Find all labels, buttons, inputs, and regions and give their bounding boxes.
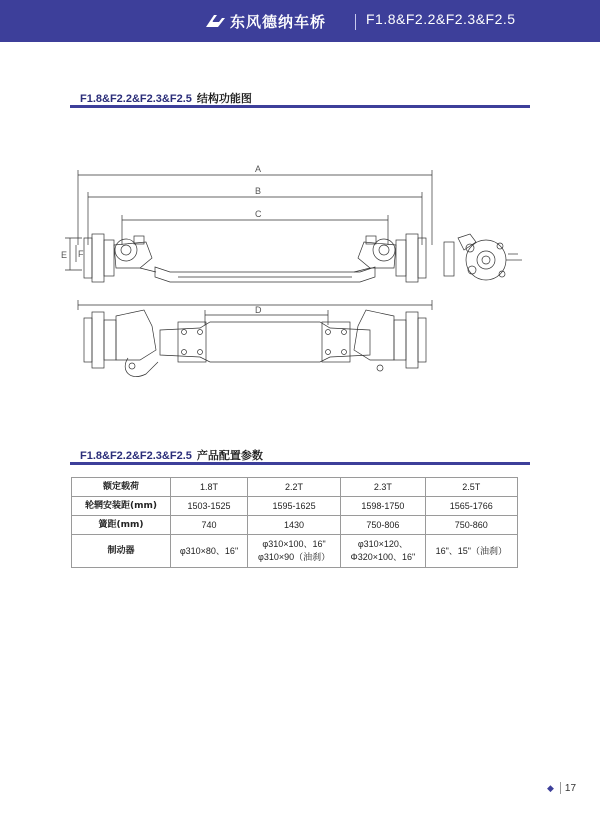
table-cell: 750-806 <box>341 516 425 535</box>
table-row <box>72 516 518 535</box>
section-structure-title <box>80 90 252 106</box>
table-cell: 1595-1625 <box>247 497 340 516</box>
table-cell: 簧距(mm) <box>72 516 171 535</box>
dim-label-d: D <box>255 305 262 315</box>
brake-line: φ310×120、 <box>357 539 408 549</box>
table-row <box>72 535 518 568</box>
table-header-cell: 1.8T <box>171 478 248 497</box>
section-structure-rule <box>70 105 530 108</box>
brake-line: φ310×90（油刹） <box>257 552 331 562</box>
section-config-label: 产品配置参数 <box>196 450 263 462</box>
table-cell: 制动器 <box>72 535 171 568</box>
table-header-cell: 2.3T <box>341 478 425 497</box>
page-footer <box>547 782 576 794</box>
brand-logo-icon <box>204 13 226 29</box>
dim-label-b: B <box>255 186 262 196</box>
brake-line: 16"、15"（油刹） <box>435 545 507 556</box>
section-config-title <box>80 447 263 463</box>
table-cell: 750-860 <box>425 516 517 535</box>
brake-line: φ310×100、16" <box>262 539 326 549</box>
dim-label-a: A <box>255 164 262 174</box>
table-row <box>72 497 518 516</box>
table-header-cell: 2.5T <box>425 478 517 497</box>
table-cell <box>247 535 340 568</box>
table-cell: 740 <box>171 516 248 535</box>
diamond-icon: ◆ <box>547 782 554 793</box>
table-header-cell: 2.2T <box>247 478 340 497</box>
dim-label-f: F <box>78 249 84 259</box>
brand-name: 东风德纳车桥 <box>230 12 327 31</box>
brake-line: φ310×80、16" <box>179 545 239 556</box>
table-cell <box>425 535 517 568</box>
spec-table <box>71 477 518 568</box>
table-cell: 1503-1525 <box>171 497 248 516</box>
section-config-rule <box>70 462 530 465</box>
header-bar <box>0 0 600 42</box>
table-header-row <box>72 478 518 497</box>
brake-line: Φ320×100、16" <box>350 552 416 562</box>
axle-structure-drawing <box>60 150 540 390</box>
dim-label-e: E <box>61 250 68 260</box>
dim-label-c: C <box>255 209 262 219</box>
header-divider <box>355 14 356 30</box>
table-cell <box>341 535 425 568</box>
section-structure-code: F1.8&F2.2&F2.3&F2.5 <box>80 93 192 105</box>
table-cell: 轮辋安装距(mm) <box>72 497 171 516</box>
header-models: F1.8&F2.2&F2.3&F2.5 <box>366 11 516 27</box>
table-cell: 1565-1766 <box>425 497 517 516</box>
footer-divider <box>560 782 561 794</box>
table-header-cell: 额定载荷 <box>72 478 171 497</box>
table-cell <box>171 535 248 568</box>
brand <box>204 9 326 33</box>
section-config-code: F1.8&F2.2&F2.3&F2.5 <box>80 450 192 462</box>
table-cell: 1598-1750 <box>341 497 425 516</box>
table-cell: 1430 <box>247 516 340 535</box>
page-number: 17 <box>564 782 577 794</box>
section-structure-label: 结构功能图 <box>196 93 252 105</box>
